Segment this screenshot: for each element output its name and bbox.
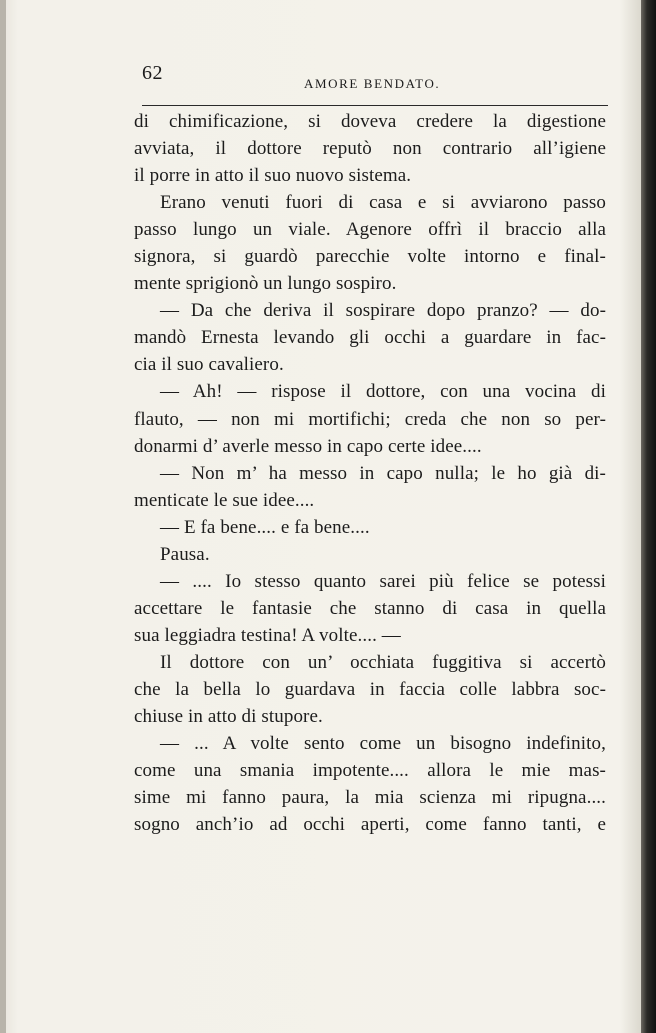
body-text: [134, 108, 606, 838]
text-line: di chimificazione, si doveva credere la digestione: [134, 111, 606, 132]
text-line: accettare le fantasie che stanno di casa in quella: [134, 597, 606, 619]
running-title: AMORE BENDATO.: [304, 76, 441, 91]
page-header: [142, 56, 608, 96]
text-line: sogno anch’io ad occhi aperti, come fanno tanti, e: [134, 814, 606, 836]
text-line: mandò Ernesta levando gli occhi a guardare in fac-: [134, 327, 606, 349]
text-line: — E fa bene.... e fa bene....: [160, 516, 370, 538]
text-line: donarmi d’ averle messo in capo certe idee....: [134, 435, 482, 457]
text-line: chiuse in atto di stupore.: [134, 706, 323, 728]
text-line: — .... Io stesso quanto sarei più felice se potessi: [160, 570, 606, 592]
text-line: avviata, il dottore reputò non contrario all’igiene: [134, 138, 606, 160]
text-line: sua leggiadra testina! A volte.... —: [134, 624, 401, 646]
text-line: Pausa.: [160, 543, 210, 565]
header-rule: [142, 105, 608, 106]
text-line: signora, si guardò parecchie volte intorno e final-: [134, 246, 606, 268]
text-line: Il dottore con un’ occhiata fuggitiva si accertò: [160, 651, 606, 673]
text-line: — Ah! — rispose il dottore, con una vocina di: [160, 381, 606, 403]
text-line: che la bella lo guardava in faccia colle labbra soc-: [134, 678, 606, 700]
text-line: passo lungo un viale. Agenore offrì il braccio alla: [134, 219, 606, 241]
text-line: cia il suo cavaliero.: [134, 354, 284, 376]
text-line: — Non m’ ha messo in capo nulla; le ho già di-: [160, 462, 606, 484]
text-line: mente sprigionò un lungo sospiro.: [134, 273, 397, 295]
text-line: menticate le sue idee....: [134, 489, 315, 511]
text-line: sime mi fanno paura, la mia scienza mi ripugna....: [134, 787, 606, 809]
text-line: il porre in atto il suo nuovo sistema.: [134, 165, 412, 187]
text-line: — ... A volte sento come un bisogno indefinito,: [160, 733, 606, 755]
page-left-edge: [0, 0, 6, 1033]
text-line: — Da che deriva il sospirare dopo pranzo? — do-: [160, 300, 606, 322]
text-line: Erano venuti fuori di casa e si avviarono passo: [160, 192, 606, 214]
page-number: 62: [142, 62, 163, 84]
page-binding-shadow: [641, 0, 656, 1033]
text-line: come una smania impotente.... allora le mie mas-: [134, 760, 606, 782]
text-line: flauto, — non mi mortifichi; creda che non so per-: [134, 408, 606, 430]
